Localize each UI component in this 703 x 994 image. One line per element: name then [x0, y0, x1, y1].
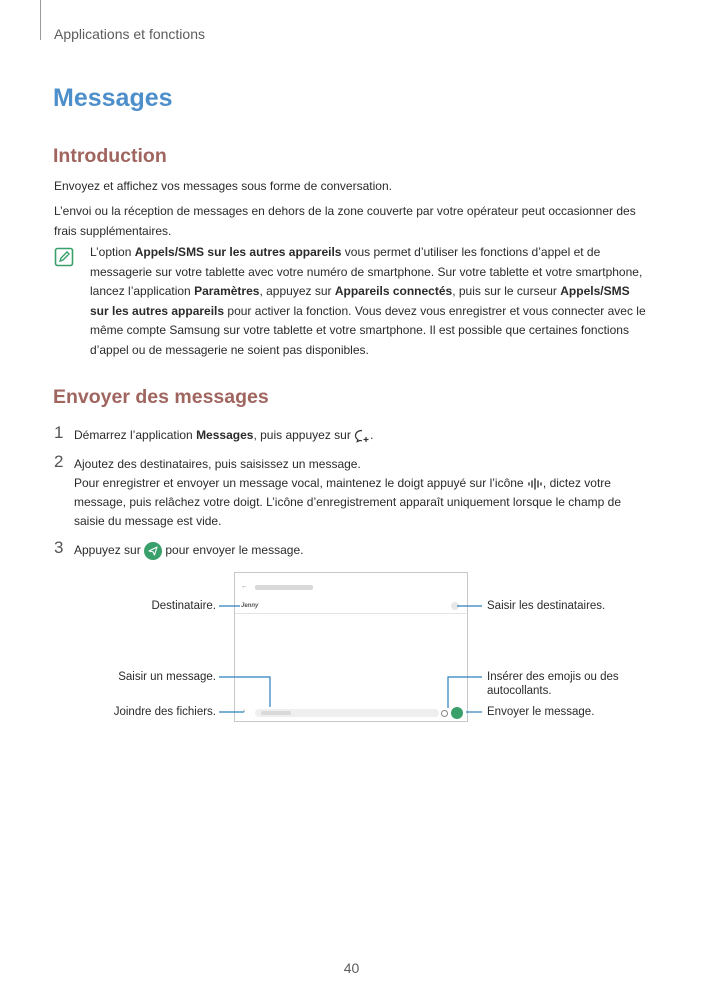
header-rule [40, 0, 41, 40]
step-number: 3 [54, 538, 64, 557]
recipient-field: Jenny [241, 603, 259, 609]
section-header: Applications et fonctions [54, 26, 205, 42]
step-text: Démarrez l’application Messages, puis appuyez sur . [74, 428, 374, 442]
intro-paragraph-2: L’envoi ou la réception de messages en dehors de la zone couverte par votre opérateur peut occasionner des frais supplémentaires. [54, 204, 636, 238]
page-number: 40 [343, 960, 360, 976]
step-number: 2 [54, 452, 64, 471]
messages-screen-illustration [234, 572, 468, 722]
attach-icon: › [243, 708, 246, 715]
back-arrow-icon: ← [241, 583, 248, 590]
send-button-icon [451, 707, 463, 719]
emoji-icon [441, 710, 448, 717]
intro-heading: Introduction [53, 145, 167, 167]
intro-paragraph-1: Envoyez et affichez vos messages sous forme de conversation. [54, 179, 392, 193]
callout-attach: Joindre des fichiers. [113, 706, 216, 718]
callout-add-recipients: Saisir les destinataires. [487, 600, 606, 612]
recipient-divider [235, 613, 467, 614]
message-input-placeholder [261, 711, 291, 715]
screen-title-placeholder [255, 585, 313, 590]
callout-recipient: Destinataire. [151, 600, 216, 612]
step-text-detail: Pour enregistrer et envoyer un message vocal, maintenez le doigt appuyé sur l’icône , dictez votre message, puis relâchez votre doigt. L’icône d’enregistrement apparaît uniquement lorsque le champ de saisie du message est vide. [74, 476, 621, 528]
step-text: Appuyez sur pour envoyer le message. [74, 541, 654, 560]
voice-record-icon [527, 478, 543, 490]
screen-top-bar [241, 583, 341, 591]
note-pencil-icon [54, 247, 74, 267]
add-recipient-icon [451, 602, 459, 610]
note-text: L’option Appels/SMS sur les autres appareils vous permet d’utiliser les fonctions d’appel et de messagerie sur votre tablette avec votre numéro de smartphone. Sur votre tablette et votre smartphone, lancez l’application Paramètres, appuyez sur Appareils connectés, puis sur le curseur Appels/SMS sur les autres appareils pour activer la fonction. Vous devez vous enregistrer et vous connecter avec le même compte Samsung sur votre tablette et votre smartphone. Il est possible que certaines fonctions d’appel ou de messagerie ne soient pas disponibles. [90, 245, 646, 357]
callout-type-message: Saisir un message. [118, 671, 216, 683]
send-icon [144, 542, 162, 560]
page-title: Messages [53, 84, 173, 112]
step-number: 1 [54, 423, 64, 442]
step-text: Ajoutez des destinataires, puis saisissez un message. [74, 457, 361, 471]
send-heading: Envoyer des messages [53, 386, 269, 408]
message-input-field [255, 709, 439, 717]
callout-emoji: Insérer des emojis ou des autocollants. [487, 671, 619, 697]
callout-send: Envoyer le message. [487, 706, 595, 718]
new-message-icon [354, 429, 370, 443]
